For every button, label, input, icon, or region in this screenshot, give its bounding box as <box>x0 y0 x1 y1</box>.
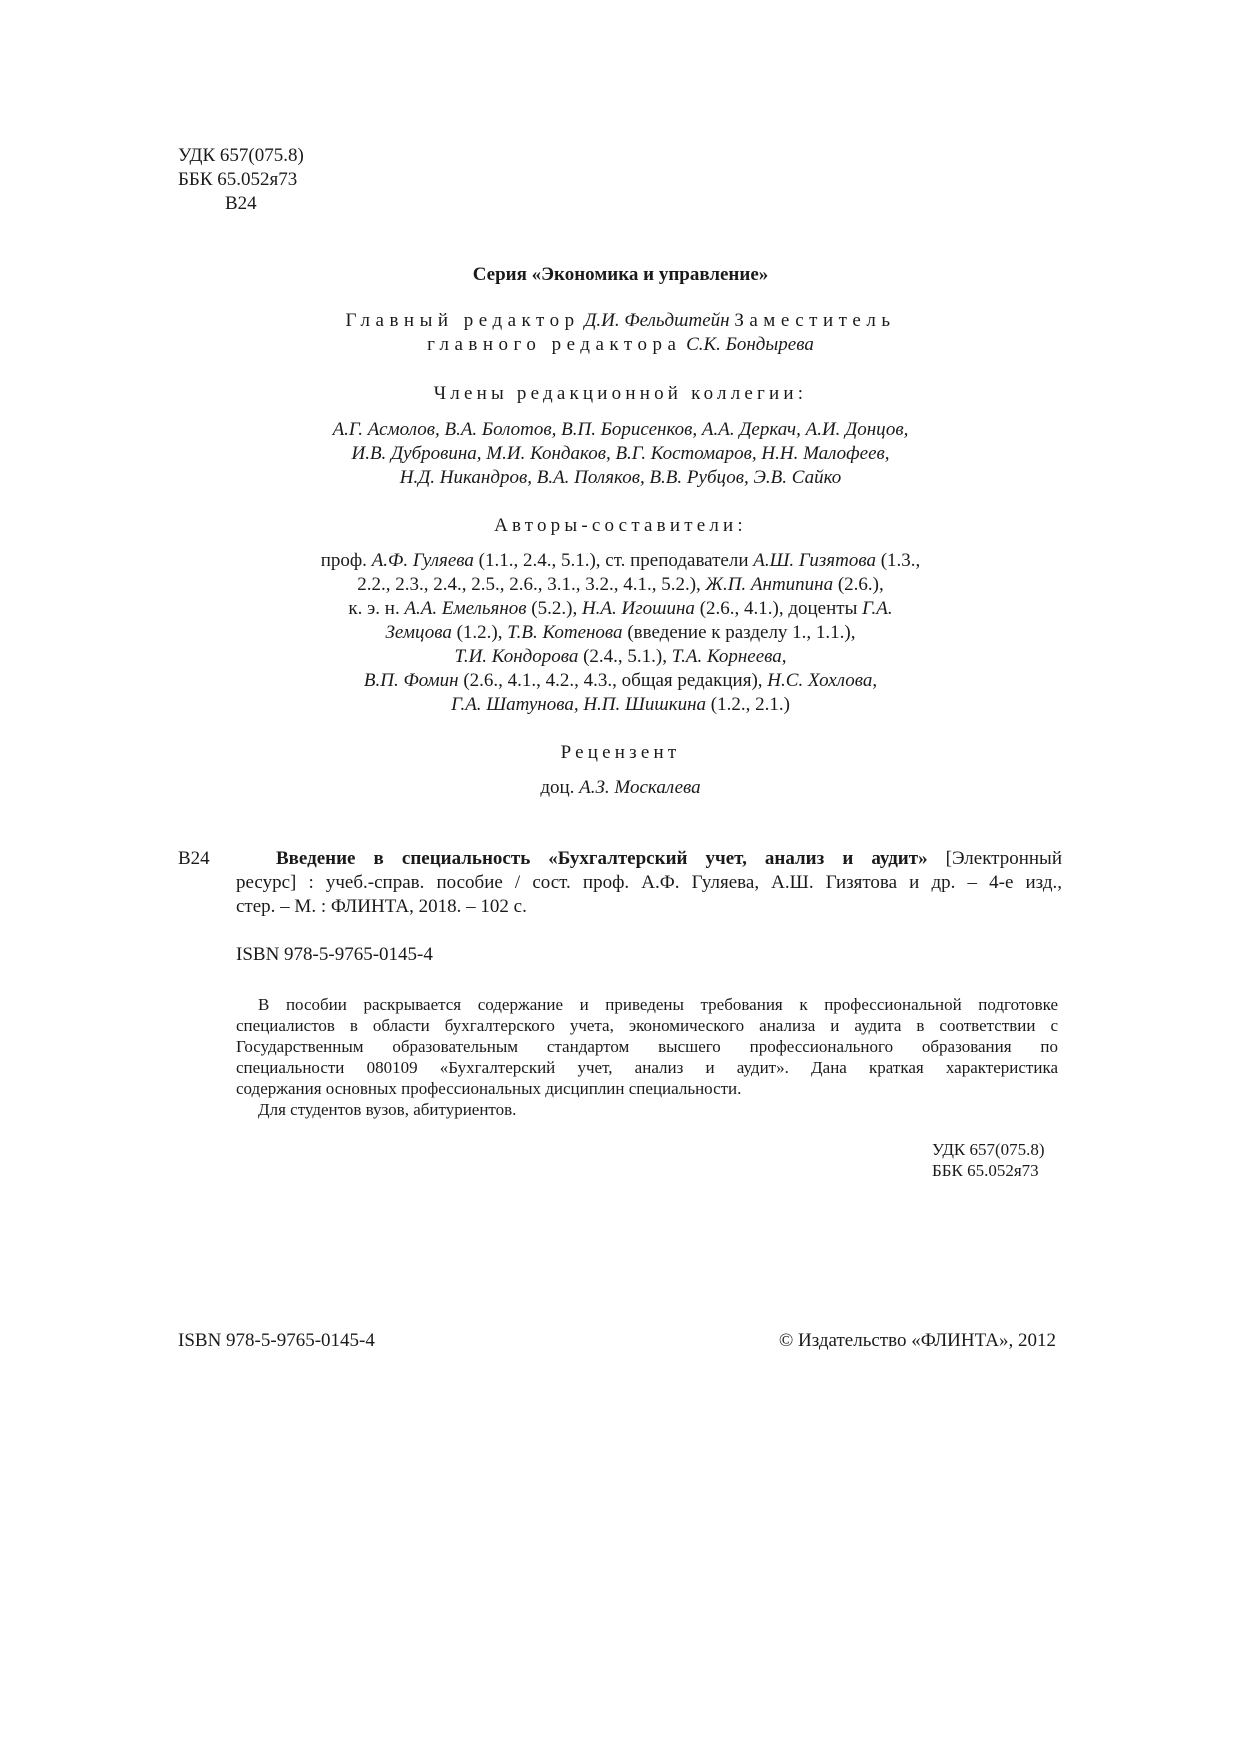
authors-text: , <box>872 670 878 691</box>
abstract-line-2: специалистов в области бухгалтерского учета, экономического анализа и аудита в соответствии с <box>236 1016 1058 1035</box>
author-name: А.Ф. Гуляева <box>371 550 474 571</box>
authors-text: (1.2., 2.1.) <box>706 694 790 715</box>
authors-line-2 <box>0 573 1241 597</box>
author-name: Т.В. Котенова <box>507 622 623 643</box>
abstract-line-4: специальности 080109 «Бухгалтерский учет, анализ и аудит». Дана краткая характеристика <box>236 1058 1058 1077</box>
bib-code: В24 <box>178 848 210 869</box>
authors-text: (2.6., 4.1.), доценты <box>694 598 863 619</box>
board-line-1: А.Г. Асмолов, В.А. Болотов, В.П. Борисенков, А.А. Деркач, А.И. Донцов, <box>332 419 909 440</box>
authors-text: (1.1., 2.4., 5.1.), ст. преподаватели <box>473 550 754 571</box>
bib-line-3: стер. – М. : ФЛИНТА, 2018. – 102 с. <box>236 896 527 917</box>
author-name: Г.А. Шатунова, Н.П. Шишкина <box>451 694 707 715</box>
reviewer-heading: Рецензент <box>560 742 681 763</box>
chief-editor-line <box>0 309 1241 333</box>
reviewer-line <box>0 776 1241 800</box>
author-sign-code: В24 <box>225 193 257 214</box>
board-line-2: И.В. Дубровина, М.И. Кондаков, В.Г. Костомаров, Н.Н. Малофеев, <box>351 443 890 464</box>
author-name: Н.С. Хохлова <box>767 670 873 691</box>
abstract-line-5: содержания основных профессиональных дисциплин специальности. <box>236 1079 742 1098</box>
authors-text: (2.4., 5.1.), <box>578 646 672 667</box>
author-name: Ж.П. Антипина <box>705 574 834 595</box>
authors-text: (5.2.), <box>526 598 582 619</box>
deputy-editor-line <box>0 333 1241 357</box>
bbk-code-bottom: ББК 65.052я73 <box>932 1161 1039 1180</box>
udk-code-bottom: УДК 657(075.8) <box>932 1140 1045 1159</box>
author-name: А.Ш. Гизятова <box>753 550 876 571</box>
author-name: Т.И. Кондорова <box>454 646 579 667</box>
authors-text: 2.2., 2.3., 2.4., 2.5., 2.6., 3.1., 3.2., 4.1., 5.2.), <box>357 574 706 595</box>
authors-text: (1.3., <box>875 550 921 571</box>
bib-line-1 <box>276 847 1062 871</box>
bbk-code: ББК 65.052я73 <box>178 169 298 190</box>
board-heading: Члены редакционной коллегии: <box>433 383 808 404</box>
authors-text: (2.6., 4.1., 4.2., 4.3., общая редакция), <box>458 670 768 691</box>
authors-line-6 <box>0 669 1241 693</box>
authors-line-5 <box>0 645 1241 669</box>
authors-line-4 <box>0 621 1241 645</box>
isbn-main: ISBN 978-5-9765-0145-4 <box>236 944 433 965</box>
deputy-editor-label-2: главного редактора <box>427 334 682 355</box>
author-name: А.А. Емельянов <box>404 598 527 619</box>
abstract-line-1: В пособии раскрывается содержание и приведены требования к профессиональной подготовке <box>258 995 1058 1014</box>
udk-code: УДК 657(075.8) <box>178 145 304 166</box>
authors-text: , <box>781 646 787 667</box>
reviewer-name: А.З. Москалева <box>579 777 701 798</box>
authors-text: к. э. н. <box>348 598 405 619</box>
author-name: В.П. Фомин <box>363 670 459 691</box>
authors-line-1 <box>0 549 1241 573</box>
abstract-line-3: Государственным образовательным стандартом высшего профессионального образования по <box>236 1037 1058 1056</box>
abstract-audience: Для студентов вузов, абитуриентов. <box>258 1100 517 1119</box>
author-name: Н.А. Игошина <box>581 598 695 619</box>
bib-title: Введение в специальность «Бухгалтерский учет, анализ и аудит» <box>276 848 928 869</box>
authors-text: (2.6.), <box>833 574 884 595</box>
deputy-editor-label-1: Заместитель <box>734 310 896 331</box>
authors-line-7 <box>0 693 1241 717</box>
author-name: Т.А. Корнеева <box>671 646 782 667</box>
author-name: Земцова <box>385 622 452 643</box>
series-title: Серия «Экономика и управление» <box>472 264 769 285</box>
bib-line-2: ресурс] : учеб.-справ. пособие / сост. проф. А.Ф. Гуляева, А.Ш. Гизятова и др. – 4-е изд., <box>236 872 1062 893</box>
authors-line-3 <box>0 597 1241 621</box>
board-line-3: Н.Д. Никандров, В.А. Поляков, В.В. Рубцов, Э.В. Сайко <box>399 467 842 488</box>
reviewer-prefix: доц. <box>540 777 580 798</box>
authors-heading: Авторы-составители: <box>494 515 747 536</box>
bib-text: [Электронный <box>927 848 1062 869</box>
author-name: Г.А. <box>862 598 893 619</box>
chief-editor-label: Главный редактор <box>345 310 580 331</box>
authors-text: проф. <box>320 550 372 571</box>
chief-editor-name: Д.И. Фельдштейн <box>584 310 730 331</box>
deputy-editor-name: С.К. Бондырева <box>686 334 814 355</box>
authors-text: (введение к разделу 1., 1.1.), <box>622 622 856 643</box>
isbn-footer: ISBN 978-5-9765-0145-4 <box>178 1330 375 1351</box>
authors-text: (1.2.), <box>451 622 508 643</box>
copyright-footer: © Издательство «ФЛИНТА», 2012 <box>778 1330 1056 1351</box>
